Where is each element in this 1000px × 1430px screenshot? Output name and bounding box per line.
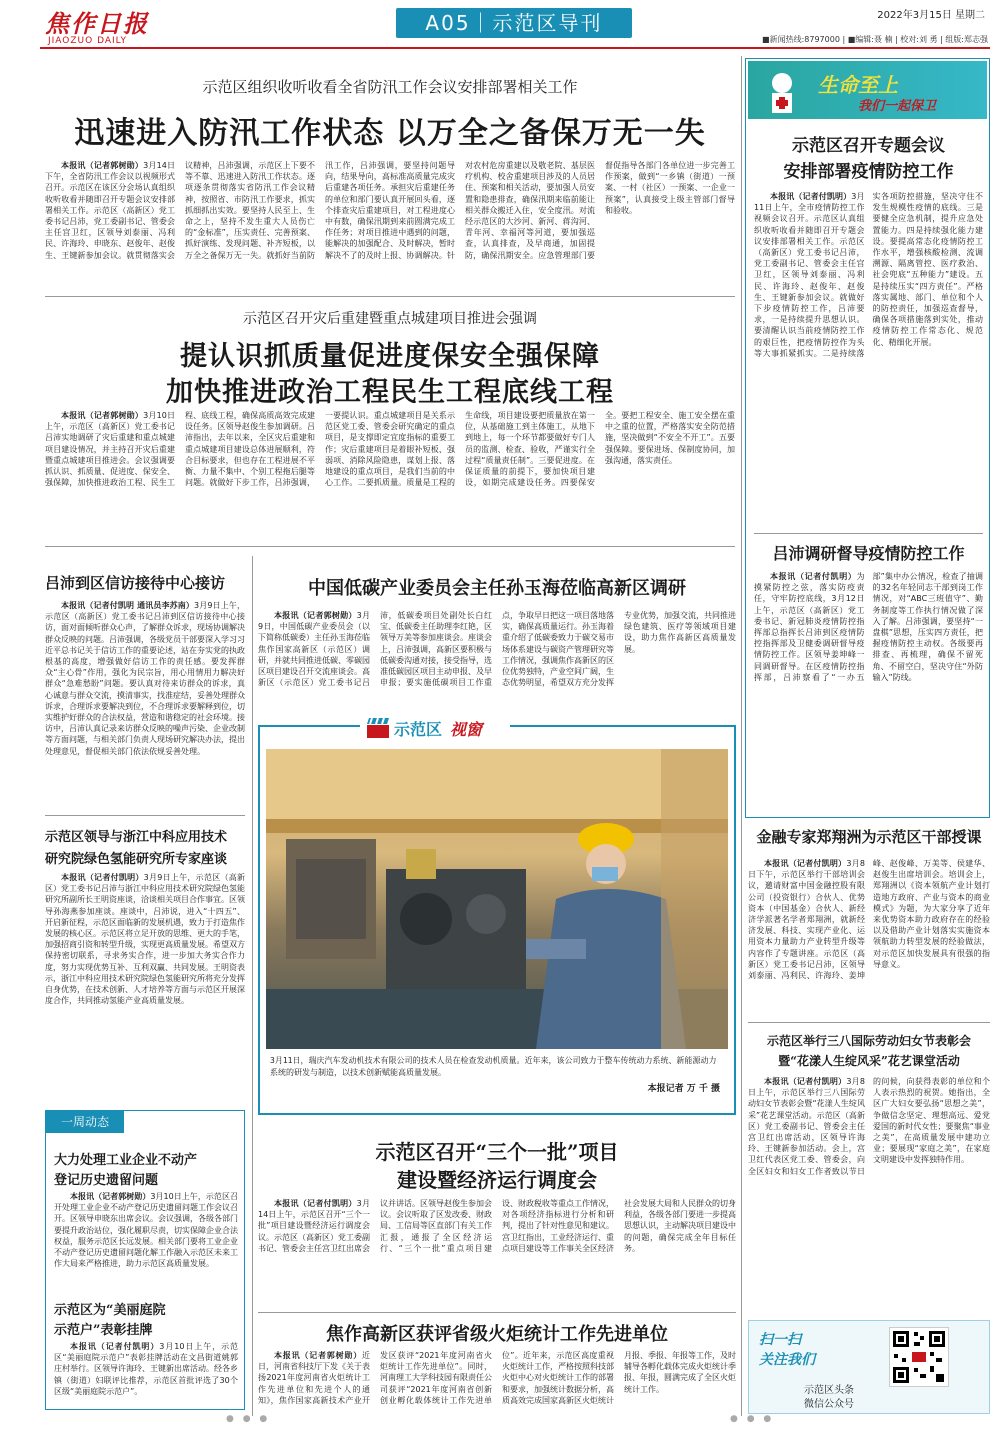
divider bbox=[748, 1022, 990, 1023]
story4-lead: 本报讯（记者郭树勋） bbox=[274, 1351, 362, 1360]
finance-headline: 金融专家郑翔洲为示范区干部授课 bbox=[756, 828, 982, 846]
womens-day-text: 3月8日上午，示范区举行三八国际劳动妇女节表彰会暨“花漾人生绽风采”花艺课堂活动。示范区（高新区）党工委副书记、管委会主任宫卫红出席活动，区领导许海玲、王键新参加活动。会上，宫卫红代表区党工委、管委会，向全区妇女和妇女工作者致以节日的问候，向获得表彰的单位和个人表示热烈的祝贺。她指出，全区广大妇女要弘扬“思想之美”，争做信念坚定、理想高远、爱党爱国的新时代女性；要聚焦“事业之美”，在高质量发展中建功立业；要展现“家庭之美”，在家庭文明建设中发挥独特作用。 bbox=[748, 1077, 990, 1176]
photo-caption: 3月11日，瑞庆汽车发动机技术有限公司的技术人员在检查发动机质量。近年来，该公司致力于整车传统动力系统、新能源动力系统的研发与制造，以技术创新赋能高质量发展。 bbox=[270, 1056, 717, 1077]
lupei-inspect-text: 为摸紧防控之弦，落实防疫责任，守牢防控底线，3月12日上午，示范区（高新区）党工委书记、新冠肺炎疫情防控指挥部总指挥长吕沛到区疫情防控指挥部及卫健委调研督导疫情防控工作。区领导姜坤峰一同调研督导。在区疫情防控指挥部，吕沛察看了“一办五部”集中办公情况，检查了抽调的32名年轻同志干部到岗工作情况，对“ABC三班值守”、勤务制度等工作执行情况做了深入了解。吕沛强调，要坚持“一盘棋”思想，压实四方责任，把握疫情防控主动权。各级要再排查、再梳理，确保不留死角、不留空白，坚决守住“外防输入”防线。 bbox=[754, 572, 983, 682]
story2-lead: 本报讯（记者郭树勋） bbox=[61, 411, 144, 420]
issue-date: 2022年3月15日 星期二 bbox=[877, 10, 985, 21]
weekly-1-headline-line1: 大力处理工业企业不动产 bbox=[54, 1153, 198, 1168]
lupei-inspect-lead: 本报讯（记者付凯明） bbox=[770, 572, 857, 581]
left-s1-body bbox=[45, 600, 245, 810]
lupei-inspect-headline: 吕沛调研督导疫情防控工作 bbox=[772, 544, 965, 563]
editor-info: ■新闻热线:8797000 | ■编辑:聂 楠 | 校对:刘 勇 | 组版:郑志强 bbox=[762, 35, 988, 44]
story3-headline-line2: 建设暨经济运行调度会 bbox=[397, 1168, 597, 1192]
weekly-1-body bbox=[54, 1191, 238, 1291]
story4-text: 近日，河南省科技厅下发《关于表扬2021年度河南省火炬统计工作先进单位和先进个人的通知》，焦作国家高新技术产业开发区获评“2021年度河南省火炬统计工作先进单位”。同时，河南理工大学科技园有限责任公司获评“2021年度河南省创新创业孵化载体统计工作先进单位”。近年来，示范区高度重视火炬统计工作，严格按照科技部火炬中心对火炬统计工作的部署和要求，加强统计数据分析，高质高效完成国家高新区火炬统计月报、季报、年报等工作，及时辅导各孵化载体完成火炬统计季报、年报，圆满完成了全区火炬统计工作。 bbox=[258, 1351, 736, 1405]
story4-body bbox=[258, 1350, 736, 1410]
qr-box bbox=[748, 1320, 990, 1414]
lupei-inspect-body bbox=[754, 571, 983, 811]
medic-icon bbox=[762, 69, 802, 113]
window-logo-text: 示范区 bbox=[394, 720, 443, 739]
column-divider bbox=[252, 556, 253, 1416]
story3-body bbox=[258, 1198, 736, 1310]
story4-headline: 焦作高新区获评省级火炬统计工作先进单位 bbox=[326, 1324, 668, 1345]
top-story-headline: 迅速进入防汛工作状态 以万全之备保万无一失 bbox=[74, 116, 706, 151]
left-s2-lead: 本报讯（记者付凯明） bbox=[61, 873, 144, 882]
newspaper-logo: 焦作日报 bbox=[45, 9, 149, 38]
top-story-lead: 本报讯（记者郭树勋） bbox=[61, 161, 144, 170]
story3-lead: 本报讯（记者付凯明） bbox=[274, 1199, 357, 1208]
masthead-rule bbox=[40, 47, 990, 49]
left-s1-lead: 本报讯（记者付凯明 通讯员李苏南） bbox=[61, 601, 195, 610]
womens-day-body bbox=[748, 1076, 990, 1314]
photo-box bbox=[258, 720, 736, 1115]
divider bbox=[258, 1312, 736, 1313]
qr-banner bbox=[759, 1329, 829, 1375]
weekly-1-lead: 本报讯（记者郭树勋） bbox=[70, 1192, 151, 1201]
weekly-box bbox=[45, 1110, 245, 1410]
left-s2-text: 3月9日上午，示范区（高新区）党工委书记吕沛与浙江中科应用技术研究院绿色氢能研究所副所长王明资座谈，洽谈相关项目合作事宜。区领导孙海燕参加座谈。座谈中，吕沛说，进入“十四五”、开启新征程，示范区面临新的发展机遇，致力于打造焦作发展的核心区。示范区将立足开放的思维、更大的手笔，加强招商引资和转型升级，实现更高质量发展。希望双方保持密切联系，寻求务实合作，进一步加大务实合作力度，努力实现优势互补、互利双赢、共同发展。王明资表示，浙江中科应用技术研究院绿色氢能研究所将充分发挥自身优势，在技术创新、人才培养等方面与示范区开展深度合作，共同推动氢能产业高质量发展。 bbox=[45, 873, 245, 1006]
epidemic-text: 3月11日上午，全市疫情防控工作视频会议召开。示范区认真组织收听收看并随即召开专题会议安排部署相关工作。示范区（高新区）党工委书记吕沛，党工委副书记、管委会主任宫卫红，区领导刘泰丽、冯利民、许海玲、赵俊年、赵俊生、王键新参加会议。就做好下步疫情防控工作，吕沛要求，一是持续提升思想认识。要清醒认识当前疫情防控工作的艰巨性，把疫情防控作为头等大事抓紧抓实。二是持续落实各项防控措施，坚决守住不发生规模性疫情的底线。三是要健全应急机制，提升应急处置能力。四是持续强化能力建设。要提高常态化疫情防控工作水平，增强核酸检测、流调溯源、隔离管控、医疗救治、社会兜底“五种能力”建设。五是持续压实“四方责任”。严格落实属地、部门、单位和个人的防控责任，加强巡查督导，确保各项措施落到实处，推动疫情防控工作常态化、规范化、精细化开展。 bbox=[754, 192, 983, 358]
left-s2-headline-line2: 研究院绿色氢能研究所专家座谈 bbox=[45, 852, 228, 867]
left-s2-headline-line1: 示范区领导与浙江中科应用技术 bbox=[45, 830, 228, 845]
footer-dots-right: ● ● ● bbox=[730, 1414, 775, 1424]
section-badge bbox=[396, 8, 632, 38]
epidemic-banner-line2: 我们一起保卫 bbox=[858, 99, 937, 114]
qr-code-icon[interactable] bbox=[889, 1327, 949, 1387]
epidemic-banner-line1: 生命至上 bbox=[818, 73, 898, 97]
qr-banner-line2: 关注我们 bbox=[759, 1352, 815, 1368]
finance-body bbox=[748, 858, 990, 1018]
weekly-title-tab bbox=[46, 1111, 124, 1133]
weekly-2-text: 3月10日上午，示范区“美丽庭院示范户”表彰挂牌活动在文昌街道姚郭庄村举行。区领导许海玲、王键新出席活动。经各乡镇（街道）妇联评比推荐，示范区首批评选了30个区级“美丽庭院示范户”。 bbox=[54, 1342, 238, 1396]
top-story-body bbox=[45, 160, 735, 288]
story2-headline-line1: 提认识抓质量促进度保安全强保障 bbox=[180, 341, 600, 372]
story2-body bbox=[45, 410, 735, 538]
weekly-2-headline-line2: 示范户”表彰挂牌 bbox=[54, 1323, 153, 1338]
qr-caption-line1: 示范区头条 bbox=[804, 1385, 854, 1396]
divider bbox=[45, 815, 245, 816]
epidemic-body bbox=[754, 191, 983, 527]
story2-kicker: 示范区召开灾后重建暨重点城建项目推进会强调 bbox=[243, 311, 537, 327]
epidemic-lead: 本报讯（记者付凯明） bbox=[770, 192, 852, 201]
left-s2-body bbox=[45, 872, 245, 1094]
center-story-text: 3月9日，中国低碳产业委员会（以下简称低碳委）主任孙玉海莅临焦作国家高新区（示范区）调研，并就共同推进低碳、零碳园区项目建设召开交流座谈会。高新区（示范区）党工委书记吕沛，低碳委项目处副处长白红宝、低碳委主任助理李红艳，区领导万美等参加座谈会。座谈会上，吕沛强调，高新区要积极与低碳委沟通对接，接受指导，选准低碳园区项目主动申报、及早申报；要实施低碳项目工作重点，争取早日把这一项目落地落实，确保高质量运行。孙玉海着重介绍了低碳委致力于碳交易市场体系建设与碳资产管理研究等工作情况，强调焦作高新区的区位优势独特，产业空间广阔，生态优势明显，希望双方充分发挥专业优势，加强交流，共同推进绿色建筑、医疗等领域项目建设，助力焦作高新区高质量发展。 bbox=[258, 611, 736, 688]
womens-day-lead: 本报讯（记者付凯明） bbox=[764, 1077, 847, 1086]
finance-text: 3月8日下午，示范区举行干部培训会议，邀请财富中国金融控股有限公司（投资银行）合伙人、优势资本（中国基金）合伙人、新经济学派著名学者郑翔洲，就新经济发展、科技、实现产业化、运用资本力量助力产业转型升级等内容作了专题讲座。示范区（高新区）党工委书记吕沛，区领导刘泰丽、冯利民、许海玲、姜坤峰、赵俊峰、万美等、侯建华、赵俊生出席培训会。培训会上，郑翔洲以《资本领航产业计划打造地方政府、产业与资本的商业模式》为题，为大家分享了近年来优势资本助力政府存在的经验以及借助产业计划落实实施资本领航助力转型发展的经验做法，对示范区加快发展具有很强的指导意义。 bbox=[748, 859, 990, 981]
womens-day-headline-line1: 示范区举行三八国际劳动妇女节表彰会 bbox=[766, 1034, 971, 1048]
center-story-headline: 中国低碳产业委员会主任孙玉海莅临高新区调研 bbox=[308, 578, 686, 599]
weekly-2-body bbox=[54, 1341, 238, 1405]
photo-credit: 本报记者 万 千 摄 bbox=[647, 1084, 720, 1094]
factory-photo bbox=[266, 749, 728, 1049]
story2-text: 3月10日上午，示范区（高新区）党工委书记吕沛实地调研了灾后重建和重点城建项目建设情况，并主持召开灾后重建暨重点城建项目推进会。会议强调要抓认识、抓质量、促进度、保安全、强保障，加快推进政治工程、民生工程、底线工程，确保高质高效完成建设任务。区领导赵俊生参加调研。吕沛指出，去年以来，全区灾后重建和重点城建项目建设总体进展顺利，符合目标要求，但也存在工程进展不平衡、力量不集中、个别工程拖后腿等问题。就做好下步工作，吕沛强调，一要提认识。重点城建项目是关系示范区党工委、管委会研究确定的重点项目，是支撑即定宜度指标的重要工作；灾后重建项目是着眼补短板、强弱项、消除风险隐患，谋划上报、落地建设的重点项目，是我们当前的中心工作。二要抓质量。质量是工程的生命线，项目建设要把质量放在第一位，从基础施工到主体施工，从地下到地上，每一个环节都要做好专门人员的监测、检查、验收，严谨实行全过程“质量责任制”。三要促进度。在保证质量的前提下，要加快项目建设，如期完成建设任务。四要保安全。要把工程安全、施工安全摆在重中之重的位置，严格落实安全防范措施，坚决做到“不安全不开工”。五要强保障。要保进场、保制度协同，加强沟通，落实责任。 bbox=[45, 411, 735, 488]
window-logo-sub: 视窗 bbox=[450, 720, 483, 739]
footer-dots-left: ● ● ● bbox=[226, 1414, 271, 1424]
story3-headline-line1: 示范区召开“三个一批”项目 bbox=[375, 1140, 619, 1164]
weekly-1-headline-line2: 登记历史遗留问题 bbox=[54, 1173, 159, 1188]
divider bbox=[45, 546, 735, 547]
womens-day-headline-line2: 暨“花漾人生绽风采”花艺课堂活动 bbox=[778, 1054, 960, 1068]
epidemic-headline-line2: 安排部署疫情防控工作 bbox=[783, 162, 954, 182]
center-story-body bbox=[258, 610, 736, 718]
weekly-2-lead: 本报讯（记者付凯明） bbox=[70, 1342, 160, 1351]
qr-banner-line1: 扫一扫 bbox=[759, 1332, 801, 1348]
weekly-title: 一周动态 bbox=[60, 1115, 109, 1129]
clapperboard-icon bbox=[366, 717, 390, 739]
top-story-kicker: 示范区组织收听收看全省防汛工作会议安排部署相关工作 bbox=[202, 78, 578, 96]
divider bbox=[45, 296, 735, 297]
finance-lead: 本报讯（记者付凯明） bbox=[764, 859, 847, 868]
top-story-text: 3月14日下午，全省防汛工作会议以视频形式召开。示范区在该区分会场认真组织收听收看并随即召开专题会议安排部署相关工作。示范区（高新区）党工委书记吕沛，党工委副书记、管委会主任宫卫红，区领导刘泰丽、冯利民、许海玲、申晓东、赵俊年、赵俊生、王键新参加会议。就贯彻落实会议精神，吕沛强调，示范区上下要不等不靠、迅速进入防汛工作状态。逐项逐条贯彻落实省防汛工作会议精神，按照省、市防汛工作要求，抓实抓细抓出实效。要坚持人民至上、生命之上，坚持不发生重大人员伤亡的“金标准”，压实责任、完善预案、抓好演练、发现问题、补齐短板，以万全之备保万无一失。就抓好当前防汛工作，吕沛强调，要坚持问题导向，结果导向，高标准高质量完成灾后重建各项任务。承担灾后重建任务的单位和部门要认真开展回头看，逐个排查灾后重建项目，对工程进度心中有数，确保汛期到来前圆满完成工作任务；对项目推进中遇到的问题，能解决的加强配合、及时解决，暂时解决不了的及时上报、协调解决。针对农村危房重建以及敬老院、基层医疗机构、校舍重建项目涉及的人员居住、预案和相关活动，要加强人员安置和隐患排查，确保汛期来临前能让相关群众搬迁入住，安全度汛。对流经示范区的大沙河、新河、蒋沟河、青年河、幸福河等河道，要加强巡查，认真排查，及早商通，加固提防，确保汛期安全。应急管理部门要督促指导各部门各单位进一步完善工作预案，做到“一乡镇（街道）一预案、一村（社区）一预案、一企业一预案”，认真接受上级主管部门督导和验收。 bbox=[45, 161, 735, 260]
story3-text: 3月14日上午，示范区召开“三个一批”项目建设暨经济运行调度会议。示范区（高新区）党工委副书记、管委会主任宫卫红出席会议并讲话。区领导赵俊生参加会议。会议听取了区发改委、财政局、工信局等区直部门有关工作汇报，通报了全区经济运行、“三个一批”重点项目建设、财政税收等重点工作情况，对各项经济指标进行分析和研判，提出了针对性意见和建议。宫卫红指出，工业经济运行、重点项目建设等工作事关全区经济社会发展大局和人民群众的切身利益，各级各部门要进一步提高思想认识，主动解决项目建设中的问题，确保完成全年目标任务。 bbox=[258, 1199, 736, 1253]
center-story-lead: 本报讯（记者郭树勋） bbox=[274, 611, 357, 620]
epidemic-headline-line1: 示范区召开专题会议 bbox=[792, 136, 945, 156]
masthead bbox=[0, 0, 1000, 50]
epidemic-banner bbox=[748, 61, 987, 119]
newspaper-logo-subtitle: JIAOZUO DAILY bbox=[48, 36, 127, 46]
divider bbox=[754, 533, 983, 534]
left-s1-text: 3月9日上午，示范区（高新区）党工委书记吕沛到区信访接待中心接访，面对面倾听群众心声，了解群众诉求，现场协调解决群众反映的问题。吕沛强调，各级党员干部要深入学习习近平总书记关于信访工作的重要论述，站在夯实党的执政根基的高度，增强做好信访工作的责任感。要发挥群众“主心骨”作用，强化为民宗旨，用心用情用力解决好群众“急难愁盼”问题。要认真对待来访群众的诉求，真心诚意与群众交流，摸清事实，找准症结，妥善处理群众诉求，合理诉求要解决到位，不合理诉求要解释到位，切实维护好群众的合法权益，营造和谐稳定的社会环境。接访中，吕沛认真记录来访群众反映的噪声污染、企业改制等方面问题，与相关部门负责人现场研究解决办法，提出处理意见，督促相关部门依法依规妥善处理。 bbox=[45, 601, 245, 756]
column-divider bbox=[741, 56, 742, 1416]
qr-caption-line2: 微信公众号 bbox=[804, 1399, 854, 1410]
weekly-1-text: 3月10日上午，示范区召开处理工业企业不动产登记历史遗留问题工作会议召开。区领导申晓东出席会议。会议强调，各级各部门要提升政治站位，强化履职尽责，切实保障企业合法权益，服务示范区长远发展。相关部门要将工业企业不动产登记历史遗留问题化解工作融入示范区未来工作大局来严格推进，助力示范区高质量发展。 bbox=[54, 1192, 238, 1269]
story2-headline-line2: 加快推进政治工程民生工程底线工程 bbox=[166, 377, 614, 408]
epidemic-box bbox=[745, 58, 990, 818]
window-logo bbox=[360, 713, 510, 743]
left-s1-headline: 吕沛到区信访接待中心接访 bbox=[45, 574, 226, 592]
section-title: A05｜示范区导刊 bbox=[425, 11, 603, 35]
weekly-2-headline-line1: 示范区为“美丽庭院 bbox=[54, 1303, 166, 1318]
